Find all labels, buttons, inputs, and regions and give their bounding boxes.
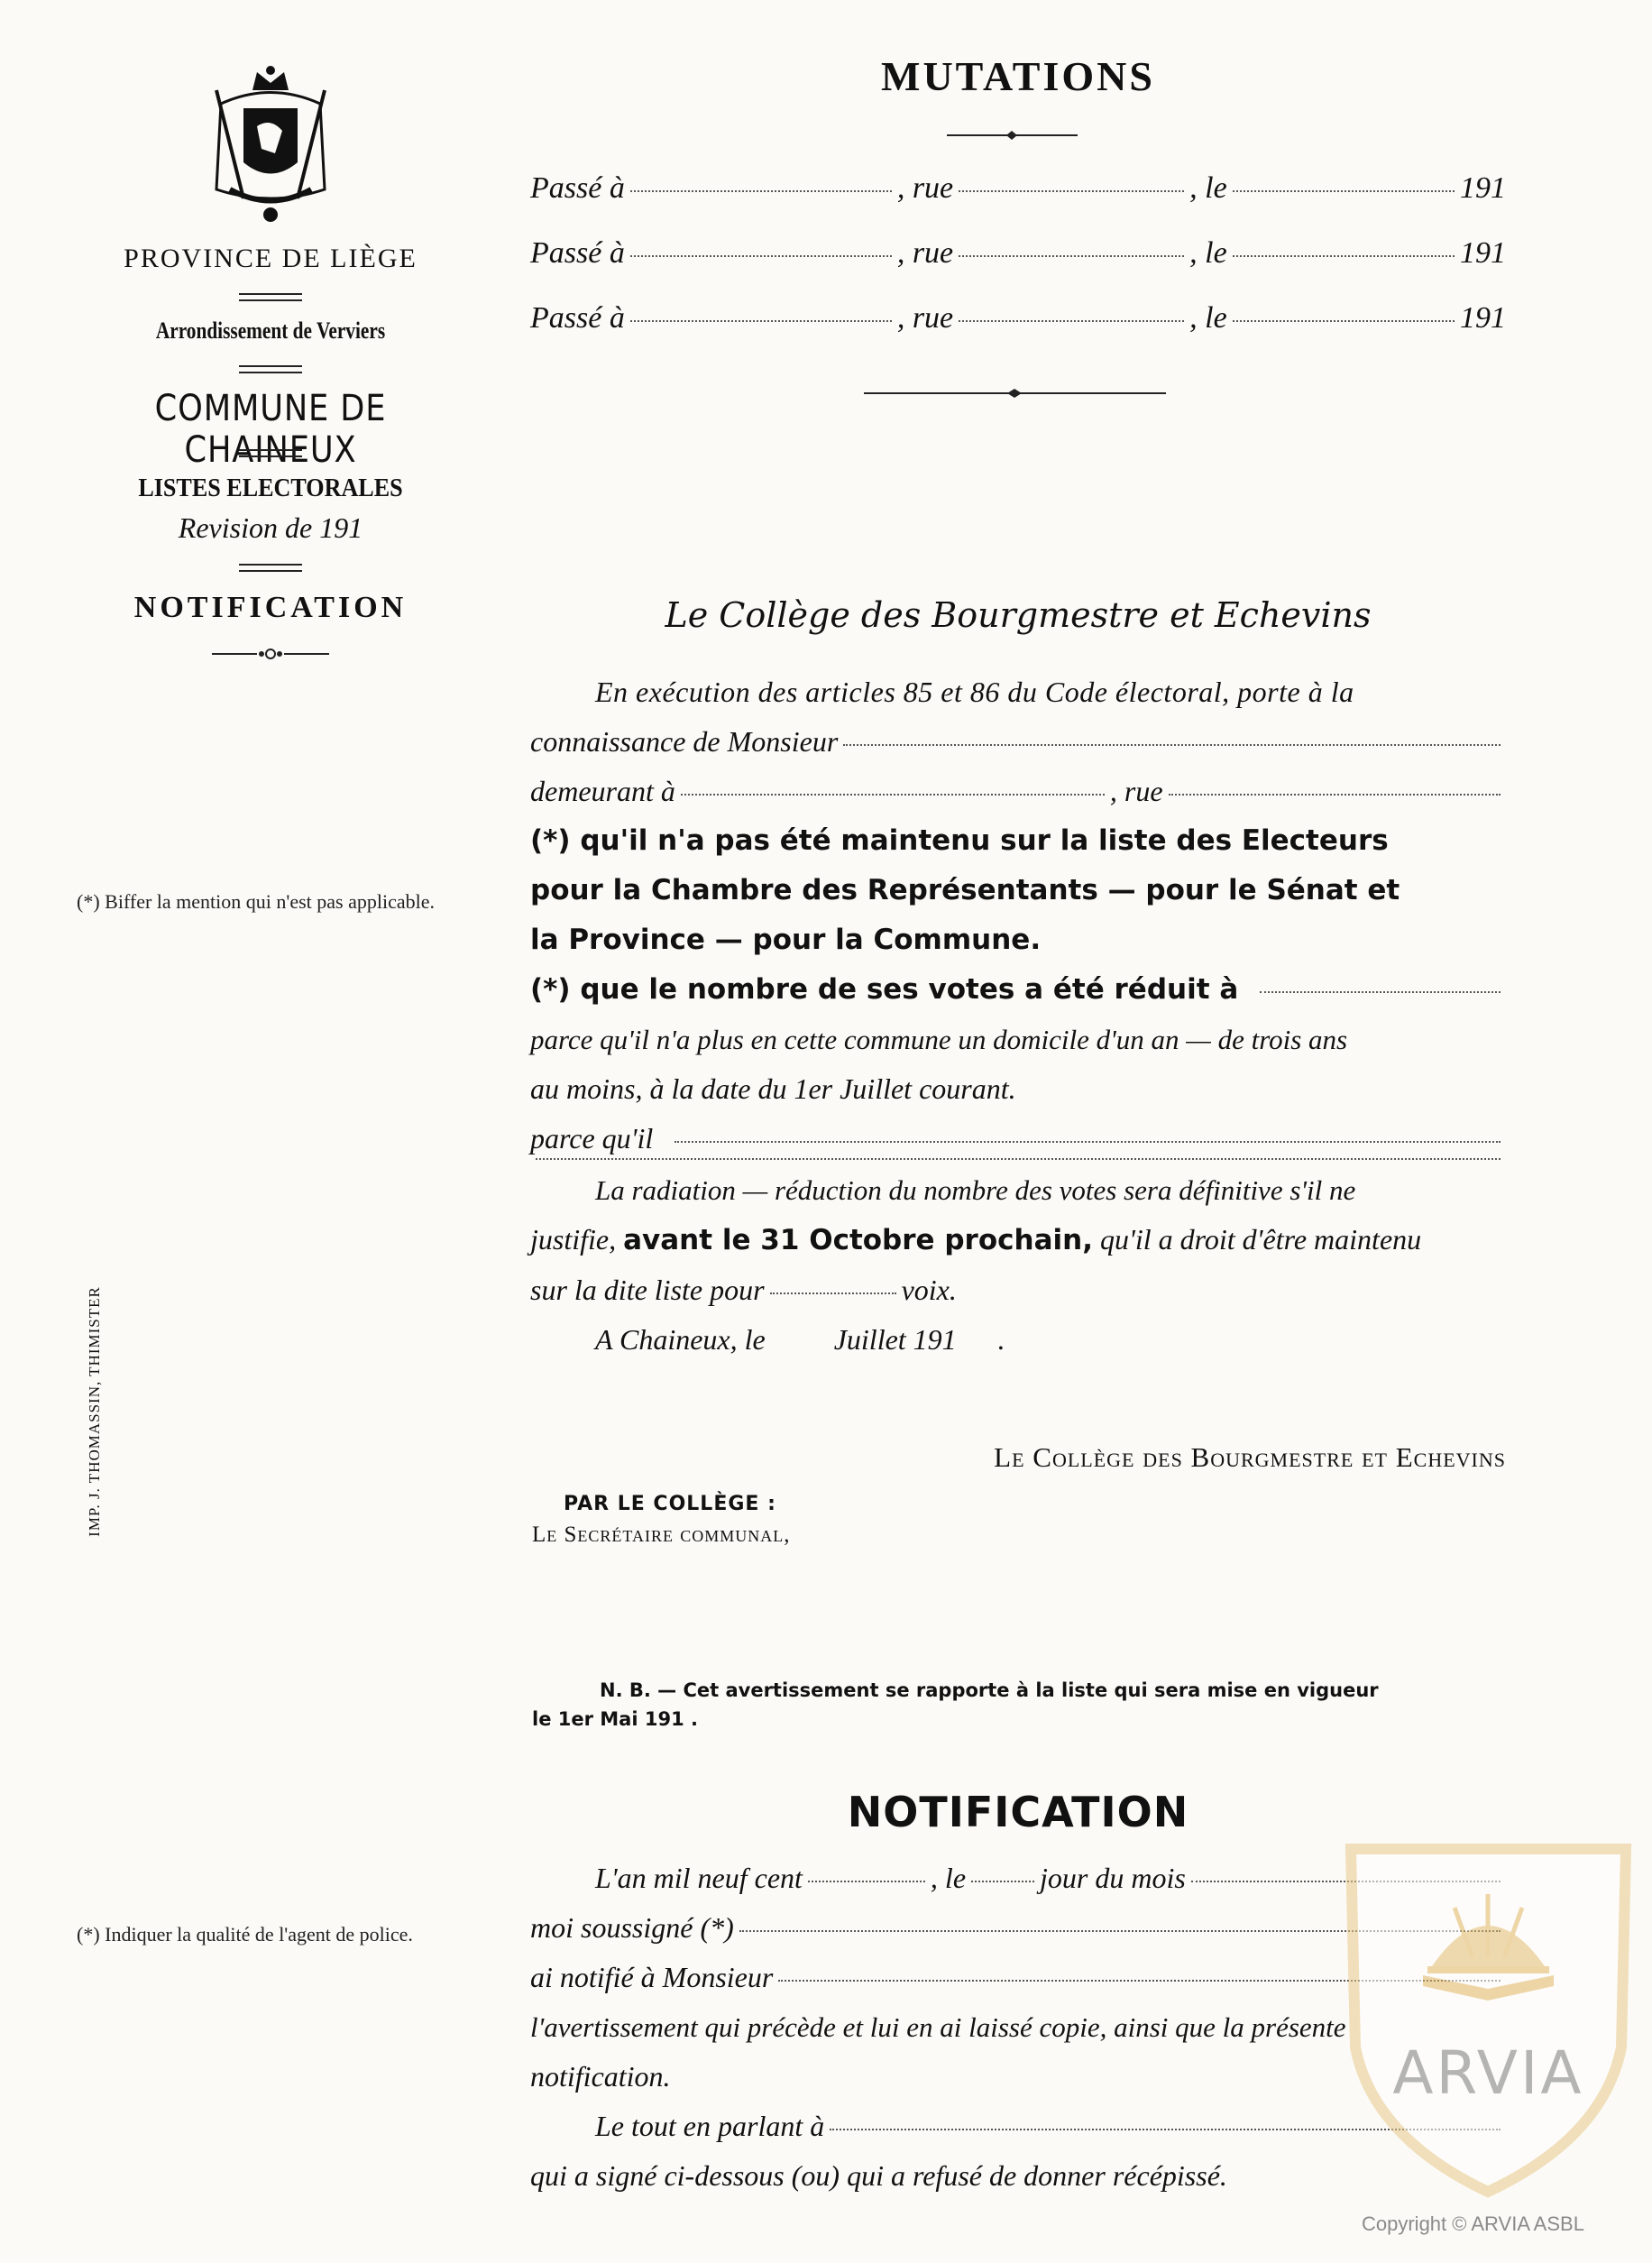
votes-field[interactable] [1260, 991, 1501, 993]
date-month-label: Juillet 191 [833, 1323, 957, 1356]
monsieur-field[interactable] [843, 744, 1501, 746]
revision-label: Revision de 191 [178, 511, 363, 544]
notification-line: notification. [530, 2060, 671, 2093]
year-label: 191 [1460, 301, 1506, 335]
demeurant-label: demeurant à [530, 775, 675, 807]
passe-label: Passé à [530, 171, 625, 205]
arrondissement-label: Arrondissement de Verviers [155, 317, 386, 344]
le-label: , le [930, 1862, 967, 1894]
voix-label: voix. [901, 1274, 957, 1306]
copyright-text: Copyright © ARVIA ASBL [1362, 2212, 1584, 2235]
passe-field[interactable] [630, 320, 892, 322]
paragraph-line: En exécution des articles 85 et 86 du Code électoral, porte à la [595, 676, 1354, 708]
rue-field[interactable] [959, 320, 1184, 322]
college-heading: Le Collège des Bourgmestre et Echevins [665, 595, 1372, 635]
passe-label: Passé à [530, 236, 625, 270]
divider [239, 299, 302, 301]
date-field[interactable] [1233, 190, 1455, 192]
divider [239, 570, 302, 572]
bold-line: pour la Chambre des Représentants — pour le Sénat et [530, 874, 1400, 906]
annee-field[interactable] [808, 1881, 925, 1882]
divider [239, 449, 302, 451]
rue-label: , rue [896, 236, 954, 270]
votes-reduits-label: (*) que le nombre de ses votes a été réduit à [530, 973, 1239, 1006]
paragraph-line [530, 1215, 1506, 1265]
bold-line [530, 965, 1506, 1015]
paragraph-line [530, 767, 1506, 816]
notification-line: l'avertissement qui précède et lui en ai laissé copie, ainsi que la présente [530, 2011, 1346, 2043]
rue-label: , rue [896, 301, 954, 335]
ornament-icon [947, 128, 1078, 141]
passe-label: Passé à [530, 301, 625, 335]
an-label: L'an mil neuf cent [595, 1862, 803, 1894]
paragraph-line [530, 1265, 1506, 1315]
arvia-watermark [1333, 1831, 1644, 2201]
province-label: PROVINCE DE LIÈGE [124, 244, 418, 273]
nb-note: le 1er Mai 191 . [532, 1708, 698, 1730]
rue-field[interactable] [959, 255, 1184, 257]
arvia-logo-text: ARVIA [1392, 2038, 1584, 2108]
liste-pour-label: sur la dite liste pour [530, 1274, 765, 1306]
date-field[interactable] [1233, 320, 1455, 322]
divider [239, 293, 302, 295]
continuation-field[interactable] [536, 1158, 1501, 1160]
bold-line: (*) qu'il n'a pas été maintenu sur la liste des Electeurs [530, 824, 1389, 857]
jour-field[interactable] [971, 1881, 1034, 1882]
maintenu-label: qu'il a droit d'être maintenu [1099, 1223, 1422, 1256]
ornament-icon [864, 386, 1166, 399]
voix-field[interactable] [770, 1292, 896, 1294]
date-place-label: A Chaineux, le [595, 1323, 766, 1356]
rue-label: , rue [1109, 775, 1163, 807]
par-college-label: PAR LE COLLÈGE : [564, 1493, 776, 1515]
connaissance-label: connaissance de Monsieur [530, 725, 839, 758]
deadline-label: avant le 31 Octobre prochain, [623, 1224, 1093, 1256]
parce-field[interactable] [675, 1141, 1501, 1143]
coat-of-arms-icon [203, 63, 338, 225]
le-label: , le [1189, 301, 1227, 335]
parlant-label: Le tout en parlant à [595, 2110, 825, 2142]
rue-label: , rue [896, 171, 954, 205]
bold-line: la Province — pour la Commune. [530, 924, 1042, 956]
le-label: , le [1189, 171, 1227, 205]
notifie-label: ai notifié à Monsieur [530, 1961, 774, 1993]
soussigne-label: moi soussigné (*) [530, 1911, 734, 1944]
paragraph-line [530, 717, 1506, 767]
listes-electorales-label: LISTES ELECTORALES [138, 474, 403, 502]
ornament-icon [207, 645, 334, 663]
divider [239, 455, 302, 457]
notification-line: qui a signé ci-dessous (ou) qui a refusé de donner récépissé. [530, 2159, 1227, 2192]
passe-field[interactable] [630, 190, 892, 192]
demeurant-field[interactable] [681, 794, 1105, 796]
paragraph-line: au moins, à la date du 1er Juillet courant. [530, 1072, 1016, 1105]
date-field[interactable] [1233, 255, 1455, 257]
rue-field[interactable] [959, 190, 1184, 192]
paragraph-line: parce qu'il n'a plus en cette commune un domicile d'un an — de trois ans [530, 1024, 1348, 1055]
footnote-agent: (*) Indiquer la qualité de l'agent de police. [77, 1923, 413, 1946]
paragraph-line [530, 1114, 1506, 1164]
mutation-row [530, 236, 1506, 301]
printer-credit: IMP. J. THOMASSIN, THIMISTER [86, 1286, 103, 1537]
secretaire-label: Le Secrétaire communal, [532, 1522, 791, 1547]
date-period: . [997, 1323, 1005, 1356]
divider [239, 372, 302, 373]
footnote-biffer: (*) Biffer la mention qui n'est pas applicable. [77, 890, 435, 913]
divider [239, 365, 302, 367]
college-signature: Le Collège des Bourgmestre et Echevins [994, 1441, 1506, 1473]
parce-label: parce qu'il [530, 1122, 654, 1154]
justifie-label: justifie, [530, 1223, 617, 1256]
notification-label: NOTIFICATION [133, 591, 408, 624]
passe-field[interactable] [630, 255, 892, 257]
notification-title: NOTIFICATION [847, 1788, 1189, 1836]
le-label: , le [1189, 236, 1227, 270]
date-line [530, 1315, 1506, 1365]
year-label: 191 [1460, 236, 1506, 270]
nb-note: N. B. — Cet avertissement se rapporte à la liste qui sera mise en vigueur [600, 1679, 1379, 1701]
mutations-title: MUTATIONS [881, 53, 1155, 99]
paragraph-line: La radiation — réduction du nombre des votes sera définitive s'il ne [595, 1174, 1356, 1206]
year-label: 191 [1460, 171, 1506, 205]
rue-field[interactable] [1169, 794, 1501, 796]
divider [239, 564, 302, 566]
mois-label: jour du mois [1040, 1862, 1186, 1894]
commune-title: COMMUNE DE CHAINEUX [154, 388, 387, 471]
mutation-row [530, 301, 1506, 366]
mutation-row [530, 171, 1506, 236]
